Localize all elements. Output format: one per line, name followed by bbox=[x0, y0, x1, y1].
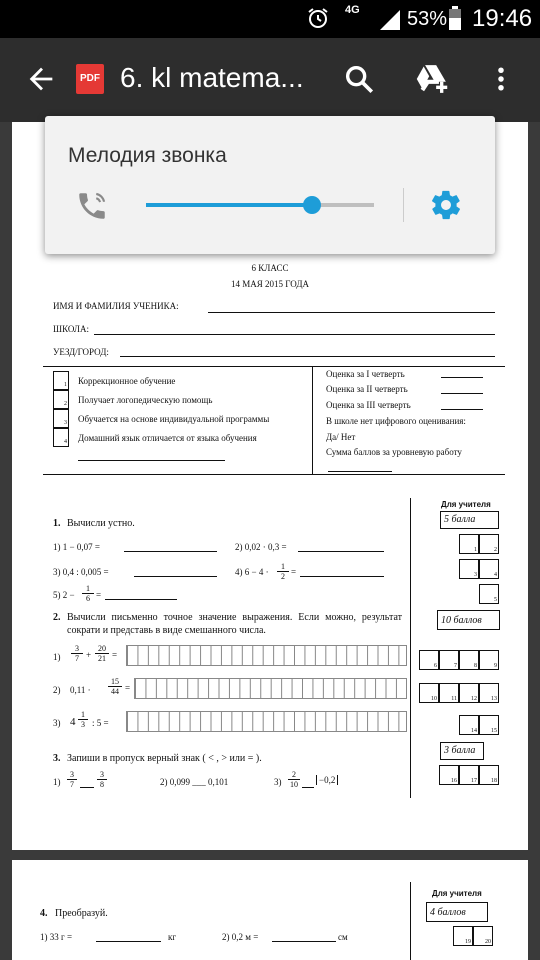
score-box[interactable]: 6 bbox=[419, 650, 439, 670]
score-box[interactable]: 9 bbox=[479, 650, 499, 670]
option-label: Домашний язык отличается от языка обучения bbox=[78, 433, 257, 443]
score-box[interactable]: 14 bbox=[459, 715, 479, 735]
divider bbox=[43, 474, 505, 475]
answer-field[interactable] bbox=[298, 551, 384, 552]
score-box[interactable]: 12 bbox=[459, 683, 479, 703]
level-sum-field[interactable] bbox=[328, 471, 392, 472]
more-vert-icon[interactable] bbox=[486, 62, 516, 96]
task4-item: 2) 0,2 м = bbox=[222, 932, 259, 942]
option-checkbox[interactable]: 2 bbox=[53, 390, 69, 409]
task4-text: Преобразуй. bbox=[55, 908, 108, 919]
back-arrow-icon[interactable] bbox=[24, 62, 58, 96]
answer-field[interactable] bbox=[272, 941, 336, 942]
task1-text: Вычисли устно. bbox=[67, 518, 135, 529]
drive-add-icon[interactable] bbox=[414, 62, 450, 96]
task1-item: 1) 1 − 0,07 = bbox=[53, 542, 100, 552]
grade-q3-field[interactable] bbox=[441, 409, 483, 410]
task3-text: Запиши в пропуск верный знак ( < , > или = ). bbox=[67, 753, 262, 764]
pdf-page-2: Для учителя 4. Преобразуй. 4 баллов 19 20 1) 33 г = кг 2) 0,2 м = см bbox=[12, 860, 528, 960]
school-field[interactable] bbox=[94, 334, 495, 335]
no-digital-grading: В школе нет цифрового оценивания: bbox=[326, 416, 466, 426]
for-teacher-label: Для учителя bbox=[432, 889, 482, 898]
option-checkbox[interactable]: 1 bbox=[53, 371, 69, 390]
score-box[interactable]: 10 bbox=[419, 683, 439, 703]
option-checkbox[interactable]: 3 bbox=[53, 409, 69, 428]
abs-value: −0,2 bbox=[316, 775, 338, 785]
option-label: Получает логопедическую помощь bbox=[78, 395, 213, 405]
option-label: Коррекционное обучение bbox=[78, 376, 176, 386]
level-sum-label: Сумма баллов за уровневую работу bbox=[326, 447, 462, 457]
score-box[interactable]: 17 bbox=[459, 765, 479, 785]
fraction: 3 7 bbox=[71, 644, 83, 663]
score-box[interactable]: 11 bbox=[439, 683, 459, 703]
grade-q2-label: Оценка за II четверть bbox=[326, 384, 408, 394]
score-box[interactable]: 16 bbox=[439, 765, 459, 785]
score-box[interactable]: 2 bbox=[479, 534, 499, 554]
points-box: 5 балла bbox=[440, 511, 499, 529]
score-box[interactable]: 7 bbox=[439, 650, 459, 670]
score-box[interactable]: 13 bbox=[479, 683, 499, 703]
date-heading: 14 МАЯ 2015 ГОДА bbox=[231, 279, 309, 289]
task2-number: 2. bbox=[53, 612, 61, 623]
student-name-field[interactable] bbox=[208, 312, 495, 313]
points-box: 10 баллов bbox=[437, 610, 500, 630]
status-bar bbox=[0, 0, 540, 38]
sign-field[interactable] bbox=[80, 787, 94, 788]
pdf-page-1: 6 КЛАСС 14 МАЯ 2015 ГОДА ИМЯ И ФАМИЛИЯ УЧЕНИКА: ШКОЛА: УЕЗД/ГОРОД: 1 Коррекционное обучение 2 Получает логопедическую помощь 3 Обучается на основе индивидуальной программы 4 Домашний язык отличается от языка обучения Оценка за I четверть Оценка за II четверть Оценка за III четверть В школе нет цифрового оценивания: Да/ Нет Сумма баллов за уровневую работу Для учителя 1. Вычисли устно. 1) 1 − 0,07 = 2) 0,02 · 0,3 = 3) 0,4 : 0,005 = 4) 6 − 4 · 1 2 = 5) 2 − 1 6 = 5 балла 1 2 3 4 5 2. Вычисли письменно точное значение выражения. Если можно, результат сократи и представь в виде смешанного числа. 1) 3 7 + 20 21 = 2) 0,11 · 15 44 = 3) 4 1 3 : 5 = 10 баллов 6 7 8 9 10 11 12 13 14 15 3. Запиши в пропуск верный знак ( < , > или = ). 1) 3 7 3 8 2) 0,099 ___ 0,101 3) 2 10 −0,2 3 балла 16 17 18 bbox=[12, 122, 528, 850]
phone-vibrate-icon[interactable] bbox=[75, 189, 109, 223]
sign-field[interactable] bbox=[302, 787, 314, 788]
task1-number: 1. bbox=[53, 518, 61, 529]
task2-text: Вычисли письменно точное значение выражения. Если можно, результат сократи и представь в виде смешанного числа. bbox=[67, 612, 402, 636]
language-field[interactable] bbox=[78, 460, 225, 461]
gear-icon[interactable] bbox=[429, 188, 463, 222]
fraction: 3 8 bbox=[97, 770, 107, 789]
answer-field[interactable] bbox=[105, 599, 177, 600]
document-title: 6. kl matema... bbox=[120, 62, 304, 93]
county-label: УЕЗД/ГОРОД: bbox=[53, 347, 109, 357]
answer-field[interactable] bbox=[134, 576, 217, 577]
answer-field[interactable] bbox=[300, 576, 384, 577]
fraction: 1 2 bbox=[277, 562, 289, 581]
task3-item: 2) 0,099 ___ 0,101 bbox=[160, 777, 229, 787]
ringtone-volume-dialog bbox=[45, 116, 495, 254]
battery-icon bbox=[448, 6, 462, 30]
score-box[interactable]: 15 bbox=[479, 715, 499, 735]
dialog-title: Мелодия звонка bbox=[68, 144, 227, 167]
network-type: 4G bbox=[345, 4, 360, 16]
teacher-column-divider bbox=[410, 882, 411, 960]
school-label: ШКОЛА: bbox=[53, 324, 90, 334]
points-box: 3 балла bbox=[440, 742, 484, 760]
task1-item: 5) 2 − bbox=[53, 590, 75, 600]
task4-item: 1) 33 г = bbox=[40, 932, 73, 942]
yes-no: Да/ Нет bbox=[326, 432, 356, 442]
divider bbox=[312, 366, 313, 474]
answer-grid[interactable] bbox=[126, 711, 407, 732]
clock: 19:46 bbox=[472, 5, 533, 32]
grade-q2-field[interactable] bbox=[441, 393, 483, 394]
score-box[interactable]: 5 bbox=[479, 584, 499, 604]
grade-q1-label: Оценка за I четверть bbox=[326, 369, 405, 379]
pdf-file-icon: PDF bbox=[76, 64, 104, 94]
alarm-icon bbox=[306, 6, 330, 30]
divider bbox=[43, 366, 505, 367]
teacher-column-divider bbox=[410, 498, 411, 798]
score-box[interactable]: 3 bbox=[459, 559, 479, 579]
signal-icon bbox=[378, 8, 402, 32]
option-label: Обучается на основе индивидуальной программы bbox=[78, 414, 270, 424]
score-box[interactable]: 19 bbox=[453, 926, 473, 946]
score-box[interactable]: 4 bbox=[479, 559, 499, 579]
answer-grid[interactable] bbox=[134, 678, 407, 699]
score-box[interactable]: 8 bbox=[459, 650, 479, 670]
score-box[interactable]: 20 bbox=[473, 926, 493, 946]
task1-item: 4) 6 − 4 · bbox=[235, 567, 269, 577]
search-icon[interactable] bbox=[342, 62, 376, 96]
fraction: 2 10 bbox=[290, 770, 298, 789]
app-bar bbox=[0, 38, 540, 122]
fraction: 20 21 bbox=[95, 644, 109, 663]
for-teacher-label: Для учителя bbox=[441, 500, 491, 509]
answer-field[interactable] bbox=[96, 941, 161, 942]
task3-number: 3. bbox=[53, 753, 61, 764]
fraction: 1 3 bbox=[78, 710, 88, 729]
points-box: 4 баллов bbox=[426, 902, 488, 922]
task4-number: 4. bbox=[40, 908, 48, 919]
volume-slider[interactable] bbox=[146, 203, 374, 207]
score-box[interactable]: 1 bbox=[459, 534, 479, 554]
volume-fill bbox=[146, 203, 312, 207]
divider bbox=[403, 188, 404, 222]
grade-q3-label: Оценка за III четверть bbox=[326, 400, 411, 410]
grade-heading: 6 КЛАСС bbox=[251, 263, 289, 273]
fraction: 1 6 bbox=[82, 584, 94, 603]
answer-grid[interactable] bbox=[126, 645, 407, 666]
grade-q1-field[interactable] bbox=[441, 377, 483, 378]
fraction: 3 7 bbox=[67, 770, 77, 789]
county-field[interactable] bbox=[120, 356, 495, 357]
fraction: 15 44 bbox=[108, 677, 122, 696]
volume-slider-thumb[interactable] bbox=[303, 196, 321, 214]
option-checkbox[interactable]: 4 bbox=[53, 428, 69, 447]
answer-field[interactable] bbox=[124, 551, 217, 552]
score-box[interactable]: 18 bbox=[479, 765, 499, 785]
battery-percent: 53% bbox=[407, 8, 448, 30]
task1-item: 3) 0,4 : 0,005 = bbox=[53, 567, 109, 577]
task1-item: 2) 0,02 · 0,3 = bbox=[235, 542, 287, 552]
student-name-label: ИМЯ И ФАМИЛИЯ УЧЕНИКА: bbox=[53, 301, 179, 311]
